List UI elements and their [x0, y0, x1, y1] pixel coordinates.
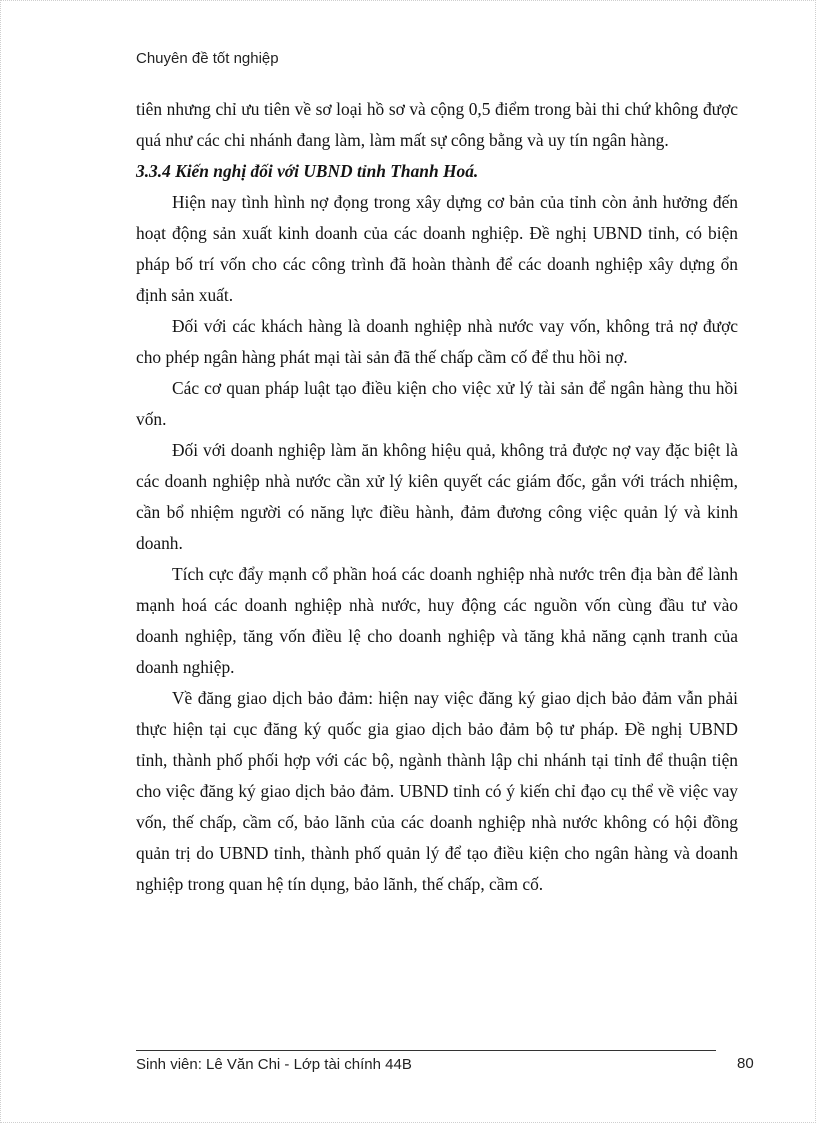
paragraph-continuation: tiên nhưng chỉ ưu tiên về sơ loại hồ sơ và cộng 0,5 điểm trong bài thi chứ không được quá như các chi nhánh đang làm, làm mất sự công bằng và uy tín ngân hàng.	[136, 99, 738, 150]
paragraph: Tích cực đẩy mạnh cổ phần hoá các doanh nghiệp nhà nước trên địa bàn để lành mạnh hoá các doanh nghiệp nhà nước, huy động các nguồn vốn cùng đầu tư vào doanh nghiệp, tăng vốn điều lệ cho doanh nghiệp và tăng khả năng cạnh tranh của doanh nghiệp.	[136, 564, 738, 677]
paragraph: Về đăng giao dịch bảo đảm: hiện nay việc đăng ký giao dịch bảo đảm vẫn phải thực hiện tại cục đăng ký quốc gia giao dịch bảo đảm bộ tư pháp. Đề nghị UBND tỉnh, thành phố phối hợp với các bộ, ngành thành lập chi nhánh tại tỉnh để thuận tiện cho việc đăng ký giao dịch bảo đảm. UBND tỉnh có ý kiến chỉ đạo cụ thể về việc vay vốn, thế chấp, cầm cố, bảo lãnh của các doanh nghiệp nhà nước không có hội đồng quản trị do UBND tỉnh, thành phố quản lý để tạo điều kiện cho ngân hàng và doanh nghiệp trong quan hệ tín dụng, bảo lãnh, thế chấp, cầm cố.	[136, 688, 738, 894]
footer-divider	[136, 1050, 716, 1051]
paragraph: Đối với các khách hàng là doanh nghiệp nhà nước vay vốn, không trả nợ được cho phép ngân hàng phát mại tài sản đã thế chấp cầm cố để thu hồi nợ.	[136, 316, 738, 367]
section-heading: 3.3.4 Kiến nghị đối với UBND tỉnh Thanh Hoá.	[136, 161, 479, 181]
document-body	[136, 94, 738, 900]
running-header: Chuyên đề tốt nghiệp	[136, 50, 279, 67]
paragraph: Các cơ quan pháp luật tạo điều kiện cho việc xử lý tài sản để ngân hàng thu hồi vốn.	[136, 378, 738, 429]
page-number: 80	[737, 1055, 754, 1072]
paragraph: Đối với doanh nghiệp làm ăn không hiệu quả, không trả được nợ vay đặc biệt là các doanh nghiệp nhà nước cần xử lý kiên quyết các giám đốc, gắn với trách nhiệm, cần bổ nhiệm người có năng lực điều hành, đảm đương công việc quản lý và kinh doanh.	[136, 440, 738, 553]
paragraph: Hiện nay tình hình nợ đọng trong xây dựng cơ bản của tỉnh còn ảnh hưởng đến hoạt động sản xuất kinh doanh của các doanh nghiệp. Đề nghị UBND tỉnh, có biện pháp bố trí vốn cho các công trình đã hoàn thành để các doanh nghiệp xây dựng ổn định sản xuất.	[136, 192, 738, 305]
footer-student-info: Sinh viên: Lê Văn Chi - Lớp tài chính 44B	[136, 1056, 412, 1073]
